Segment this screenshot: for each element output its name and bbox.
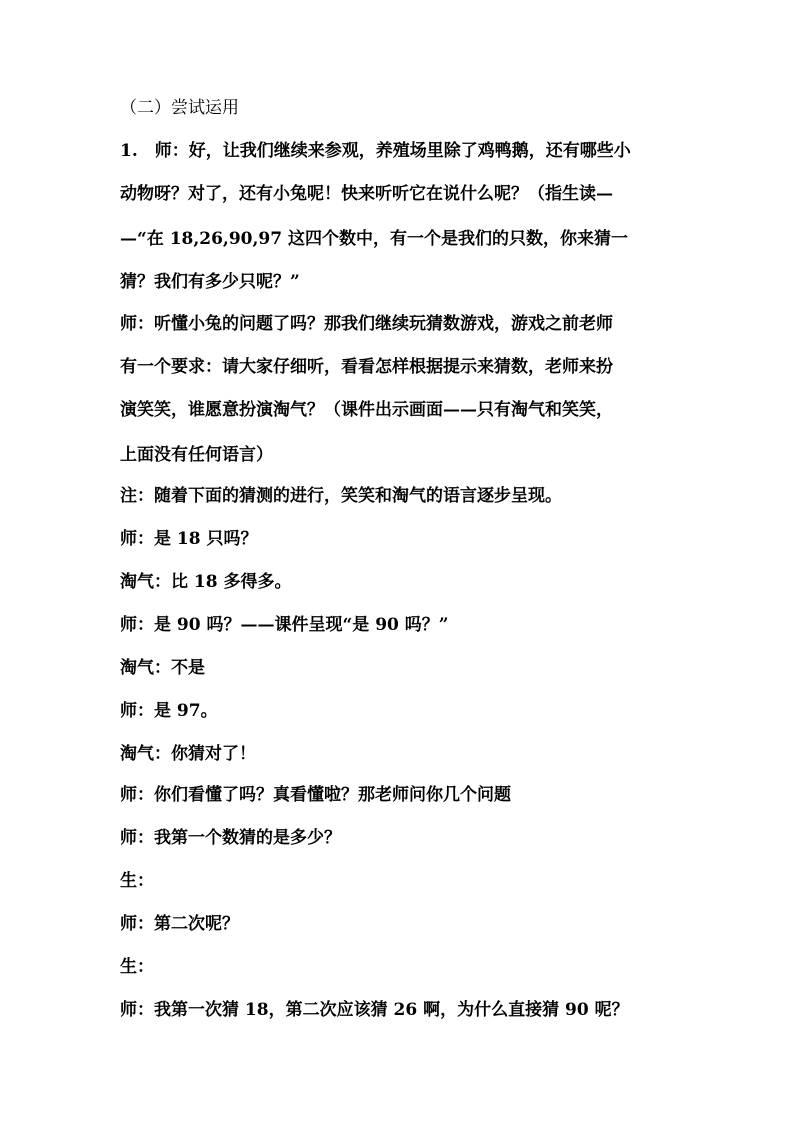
paragraph-line: 动物呀？对了，还有小兔呢！快来听听它在说什么呢？（指生读— bbox=[120, 184, 613, 204]
paragraph-teacher-request bbox=[120, 314, 676, 465]
dialogue-line: 淘气：比 18 多得多。 bbox=[120, 572, 292, 592]
dialogue-line: 淘气：不是 bbox=[120, 658, 205, 678]
dialogue-line: 生： bbox=[120, 871, 154, 891]
document-page bbox=[120, 98, 676, 1020]
dialogue-line: 师：我第一个数猜的是多少？ bbox=[120, 828, 341, 848]
paragraph-line: 师：听懂小兔的问题了吗？那我们继续玩猜数游戏，游戏之前老师 bbox=[120, 314, 613, 334]
section-title: （二）尝试运用 bbox=[120, 98, 239, 118]
paragraph-intro bbox=[120, 141, 676, 292]
dialogue-line: 师：我第一次猜 18，第二次应该猜 26 啊，为什么直接猜 90 呢？ bbox=[120, 1000, 629, 1020]
paragraph-line: 猜？我们有多少只呢？” bbox=[120, 272, 300, 292]
dialogue-line: 生： bbox=[120, 957, 154, 977]
dialogue-line: 师：是 90 吗？——课件呈现“是 90 吗？” bbox=[120, 615, 449, 635]
paragraph-line: 1. 师：好，让我们继续来参观，养殖场里除了鸡鸭鹅，还有哪些小 bbox=[120, 141, 631, 161]
note-line: 注：随着下面的猜测的进行，笑笑和淘气的语言逐步呈现。 bbox=[120, 486, 562, 506]
dialogue-line: 师：是 18 只吗？ bbox=[120, 529, 258, 549]
dialogue-line: 师：第二次呢？ bbox=[120, 914, 239, 934]
paragraph-line: 有一个要求：请大家仔细听，看看怎样根据提示来猜数，老师来扮 bbox=[120, 357, 613, 377]
paragraph-line: 演笑笑，谁愿意扮演淘气？（课件出示画面——只有淘气和笑笑， bbox=[120, 400, 613, 420]
paragraph-line: 上面没有任何语言） bbox=[120, 445, 273, 465]
dialogue-line: 淘气：你猜对了！ bbox=[120, 744, 256, 764]
dialogue-line: 师：你们看懂了吗？真看懂啦？那老师问你几个问题 bbox=[120, 785, 511, 805]
dialogue-line: 师：是 97。 bbox=[120, 701, 218, 721]
paragraph-line: —“在 18,26,90,97 这四个数中，有一个是我们的只数，你来猜一 bbox=[120, 229, 628, 249]
